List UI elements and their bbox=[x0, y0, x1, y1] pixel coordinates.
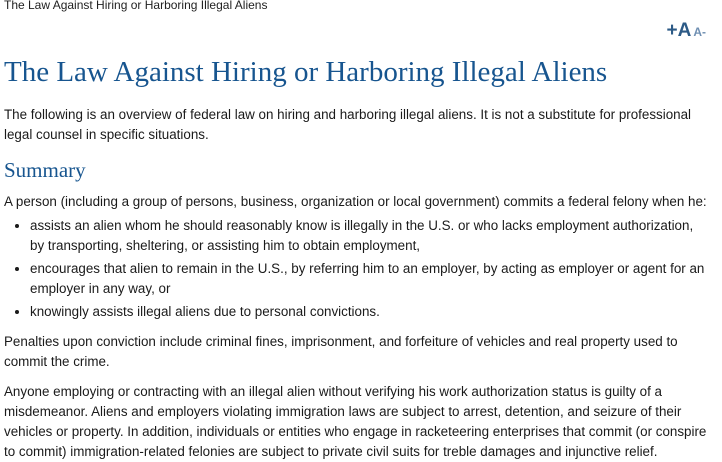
conditions-list bbox=[4, 216, 708, 322]
condition-item-knowingly-assisting: • knowingly assists illegal aliens due to personal convictions. bbox=[30, 302, 708, 322]
condition-item-encouraging: • encourages that alien to remain in the U.S., by referring him to an employer, by acting as employer or agent for an employer in any way, or bbox=[30, 259, 708, 299]
decrease-font-button[interactable]: A- bbox=[693, 25, 706, 39]
article bbox=[4, 55, 708, 462]
window-title: The Law Against Hiring or Harboring Illegal Aliens bbox=[4, 0, 268, 12]
font-size-controls bbox=[667, 20, 707, 42]
penalties-paragraph: Penalties upon conviction include criminal fines, imprisonment, and forfeiture of vehicles and real property used to commit the crime. bbox=[4, 334, 678, 369]
page-title: The Law Against Hiring or Harboring Illegal Aliens bbox=[4, 56, 608, 88]
employing-paragraph: Anyone employing or contracting with an illegal alien without verifying his work authorization status is guilty of a misdemeanor. Aliens and employers violating immigration laws are subject to arrest, detention, and seizure of their vehicles or property. In addition, individuals or entities who engage in racketeering enterprises that commit (or conspire to commit) immigration-related felonies are subject to private civil suits for treble damages and injunctive relief. bbox=[4, 384, 707, 459]
intro-paragraph: The following is an overview of federal law on hiring and harboring illegal aliens. It is not a substitute for professional legal counsel in specific situations. bbox=[4, 107, 692, 142]
increase-font-button[interactable]: +A bbox=[666, 20, 692, 41]
summary-lead-paragraph: A person (including a group of persons, business, organization or local government) commits a federal felony when he: bbox=[4, 194, 707, 209]
condition-item-transporting: • assists an alien whom he should reasonably know is illegally in the U.S. or who lacks employment authorization, by transporting, sheltering, or assisting him to obtain employment, bbox=[30, 216, 708, 256]
summary-heading: Summary bbox=[4, 158, 86, 182]
